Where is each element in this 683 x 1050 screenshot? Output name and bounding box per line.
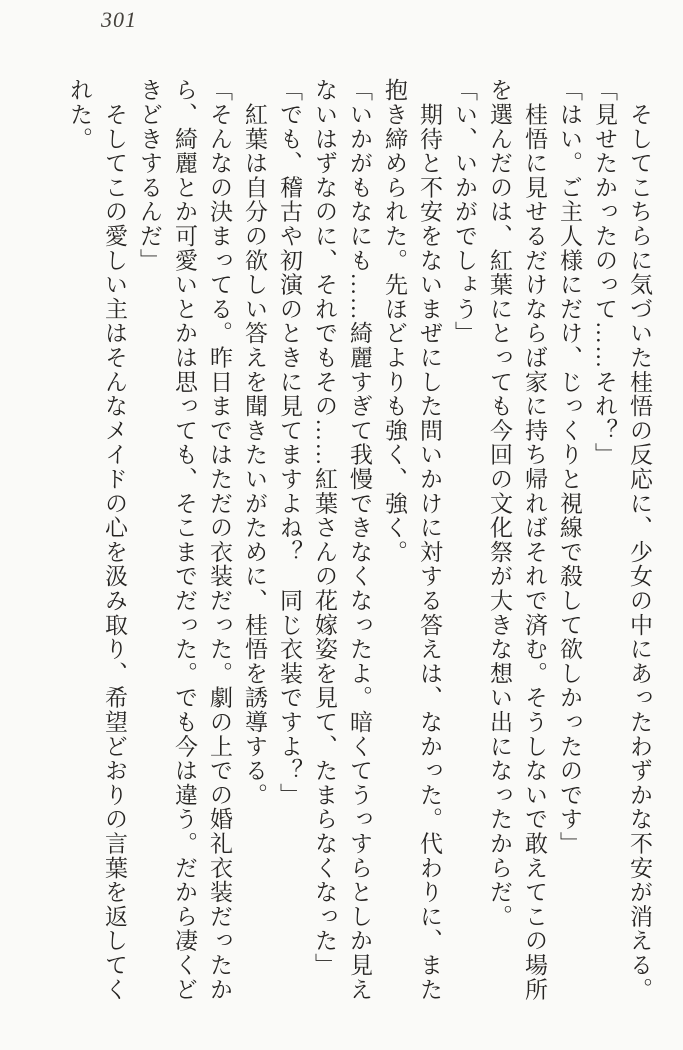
text-line: 「い、いかがでしょう」 <box>452 78 477 346</box>
text-line: そしてこの愛しい主はそんなメイドの心を汲み取り、希望どおりの言葉を返してく <box>102 78 127 1002</box>
text-line: 桂悟に見せるだけならば家に持ち帰ればそれで済む。そうしないで敢えてこの場所 <box>522 78 547 1002</box>
text-line: きどきするんだ」 <box>137 78 162 273</box>
text-line: 抱き締められた。先ほどよりも強く、強く。 <box>382 78 407 564</box>
text-line: 「見せたかったのって……それ？」 <box>592 78 617 467</box>
text-line: 「いかがもなにも……綺麗すぎて我慢できなくなったよ。暗くてうっすらとしか見え <box>347 78 372 1002</box>
text-line: 「そんなの決まってる。昨日まではただの衣装だった。劇の上での婚礼衣装だったか <box>207 78 232 1002</box>
text-line: そしてこちらに気づいた桂悟の反応に、少女の中にあったわずかな不安が消える。 <box>627 78 652 1002</box>
text-line: 「でも、稽古や初演のときに見てますよね？ 同じ衣装ですよ？」 <box>277 78 302 807</box>
text-line: ないはずなのに、それでもその……紅葉さんの花嫁姿を見て、たまらなくなった」 <box>312 78 337 978</box>
text-line: 「はい。ご主人様にだけ、じっくりと視線で殺して欲しかったのです」 <box>557 78 582 856</box>
text-block <box>62 78 657 1014</box>
text-line: を選んだのは、紅葉にとっても今回の文化祭が大きな想い出になったからだ。 <box>487 78 512 929</box>
text-line: れた。 <box>67 78 92 151</box>
text-line: 期待と不安をないまぜにした問いかけに対する答えは、なかった。代わりに、また <box>417 78 442 1002</box>
text-line: 紅葉は自分の欲しい答えを聞きたいがために、桂悟を誘導する。 <box>242 78 267 807</box>
text-line: ら、綺麗とか可愛いとかは思っても、そこまでだった。でも今は違う。だから凄くど <box>172 78 197 1002</box>
page-number: 301 <box>101 7 137 32</box>
